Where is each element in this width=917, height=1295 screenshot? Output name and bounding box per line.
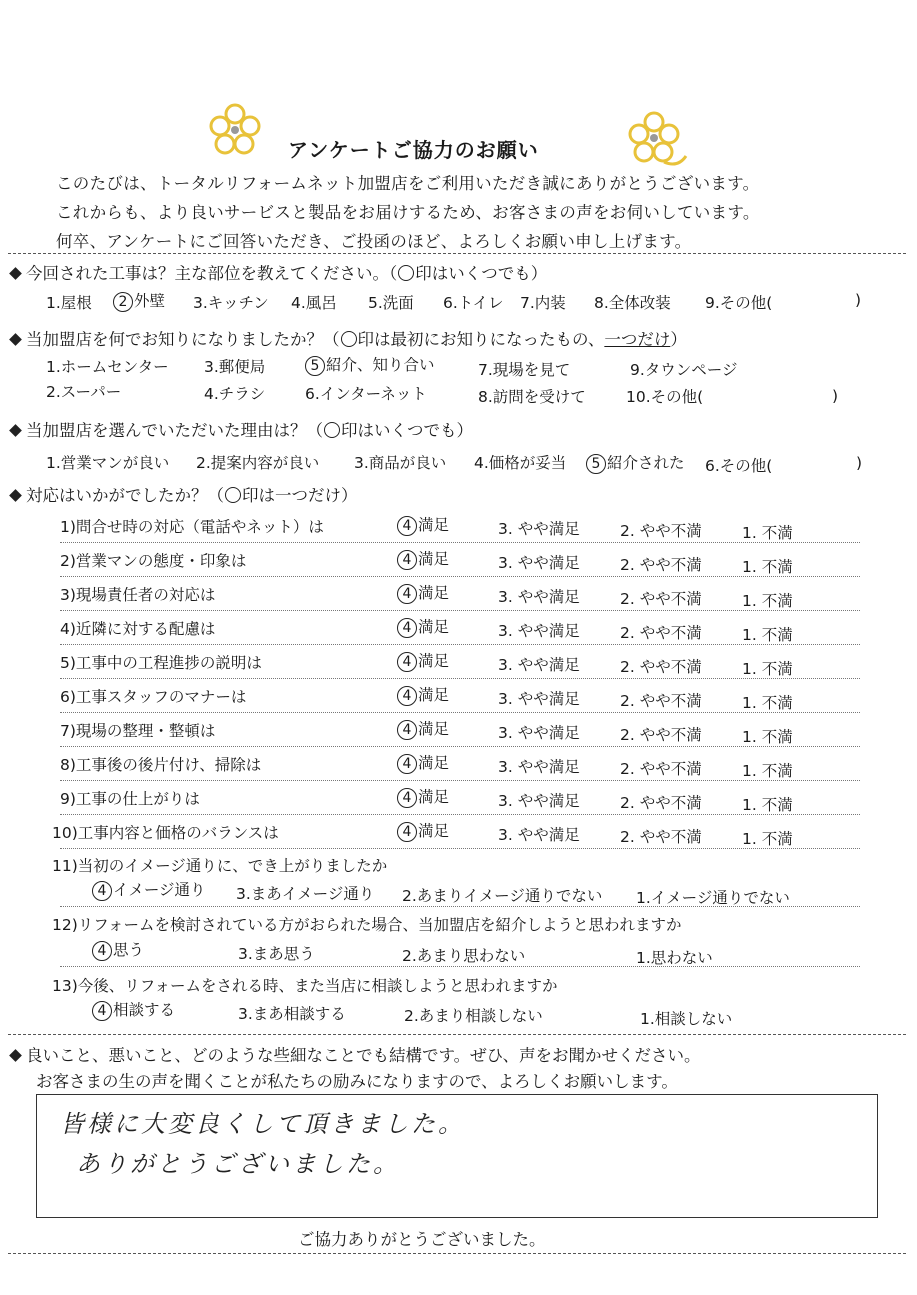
selected-circle-icon: 4	[397, 788, 417, 808]
q4-heading	[8, 482, 358, 506]
q2-option-1[interactable]: 1.ホームセンター	[46, 358, 169, 376]
rating-somewhat-dissatisfied[interactable]: 2. やや不満	[620, 624, 702, 642]
q1-option-9[interactable]: 9.その他(	[705, 294, 773, 312]
q1-option-6[interactable]: 6.トイレ	[443, 294, 504, 312]
q4-item-label: 2)営業マンの態度・印象は	[60, 552, 247, 570]
q2-note-b: 一つだけ	[604, 330, 671, 349]
rating-satisfied[interactable]	[397, 683, 449, 706]
q2-option-5[interactable]	[305, 353, 435, 376]
intro-line-3: 何卒、アンケートにご回答いただき、ご投函のほど、よろしくお願い申し上げます。	[56, 232, 692, 251]
selected-circle-icon: 4	[92, 1001, 112, 1021]
q11-option-4[interactable]	[92, 878, 206, 901]
q1-option-7[interactable]: 7.内装	[520, 294, 566, 312]
selected-circle-icon: 4	[92, 941, 112, 961]
rating-satisfied-label: 満足	[418, 686, 450, 704]
q11-option-1[interactable]: 1.イメージ通りでない	[636, 889, 790, 907]
rating-satisfied[interactable]	[397, 785, 449, 808]
rating-somewhat-dissatisfied[interactable]: 2. やや不満	[620, 658, 702, 676]
rating-satisfied[interactable]	[397, 547, 449, 570]
circle-mark-icon	[341, 331, 357, 347]
rating-satisfied[interactable]	[397, 615, 449, 638]
q2-heading	[8, 326, 687, 350]
q13-option-1[interactable]: 1.相談しない	[640, 1010, 733, 1028]
q4-item-label: 6)工事スタッフのマナーは	[60, 688, 247, 706]
rating-dissatisfied[interactable]: 1. 不満	[742, 796, 793, 814]
q3-option-4[interactable]: 4.価格が妥当	[474, 454, 567, 472]
q11-option-2[interactable]: 2.あまりイメージ通りでない	[402, 887, 603, 905]
row-divider	[60, 576, 860, 577]
q13-question: 13)今後、リフォームをされる時、また当店に相談しようと思われますか	[52, 977, 558, 995]
rating-dissatisfied[interactable]: 1. 不満	[742, 626, 793, 644]
comment-prompt-line-1: 良いこと、悪いこと、どのような些細なことでも結構です。ぜひ、声をお聞かせください。	[26, 1046, 701, 1065]
diamond-bullet-icon	[9, 267, 22, 280]
q4-item-label: 7)現場の整理・整頓は	[60, 722, 216, 740]
rating-satisfied[interactable]	[397, 513, 449, 536]
rating-satisfied-label: 満足	[418, 754, 450, 772]
q1-option-3[interactable]: 3.キッチン	[193, 294, 269, 312]
q1-question: 今回された工事は？主な部位を教えてください。	[26, 264, 389, 283]
q3-note-open: （	[306, 421, 323, 440]
q4-item-label: 8)工事後の後片付け、掃除は	[60, 756, 262, 774]
q12-option-4-label: 思う	[113, 941, 145, 959]
q12-option-2[interactable]: 2.あまり思わない	[402, 947, 526, 965]
row-divider	[60, 542, 860, 543]
q2-question: 当加盟店を何でお知りになりましたか？	[26, 330, 323, 349]
q1-option-2[interactable]	[113, 289, 165, 312]
row-divider	[60, 848, 860, 849]
rating-somewhat-satisfied[interactable]: 3. やや満足	[498, 826, 580, 844]
diamond-bullet-icon	[9, 1049, 22, 1062]
circle-mark-icon	[398, 265, 414, 281]
rating-somewhat-dissatisfied[interactable]: 2. やや不満	[620, 726, 702, 744]
rating-somewhat-satisfied[interactable]: 3. やや満足	[498, 622, 580, 640]
rating-dissatisfied[interactable]: 1. 不満	[742, 694, 793, 712]
circle-mark-icon	[225, 487, 241, 503]
q1-option-9-close: )	[855, 291, 862, 309]
row-divider	[60, 610, 860, 611]
row-divider	[60, 906, 860, 907]
q2-option-8[interactable]: 8.訪問を受けて	[478, 388, 586, 406]
rating-dissatisfied[interactable]: 1. 不満	[742, 524, 793, 542]
row-divider	[60, 678, 860, 679]
q3-option-5[interactable]	[586, 451, 685, 474]
q12-option-3[interactable]: 3.まあ思う	[238, 945, 315, 963]
q2-option-6[interactable]: 6.インターネット	[305, 385, 427, 403]
q2-note-close: ）	[670, 330, 687, 349]
q3-option-6[interactable]: 6.その他(	[705, 457, 773, 475]
comment-prompt	[8, 1042, 701, 1066]
q4-item-label: 4)近隣に対する配慮は	[60, 620, 216, 638]
diamond-bullet-icon	[9, 489, 22, 502]
rating-satisfied-label: 満足	[418, 618, 450, 636]
rating-dissatisfied[interactable]: 1. 不満	[742, 762, 793, 780]
q12-option-1[interactable]: 1.思わない	[636, 949, 713, 967]
q4-item-label: 3)現場責任者の対応は	[60, 586, 216, 604]
q3-question: 当加盟店を選んでいただいた理由は？	[26, 421, 307, 440]
q1-option-1[interactable]: 1.屋根	[46, 294, 92, 312]
rating-satisfied-label: 満足	[418, 788, 450, 806]
rating-dissatisfied[interactable]: 1. 不満	[742, 660, 793, 678]
selected-circle-icon: 2	[113, 292, 133, 312]
q3-option-6-close: )	[856, 454, 863, 472]
rating-somewhat-dissatisfied[interactable]: 2. やや不満	[620, 522, 702, 540]
q1-heading	[8, 260, 547, 284]
rating-satisfied-label: 満足	[418, 720, 450, 738]
rating-somewhat-dissatisfied[interactable]: 2. やや不満	[620, 556, 702, 574]
q11-option-3[interactable]: 3.まあイメージ通り	[236, 885, 375, 903]
q11-option-4-label: イメージ通り	[113, 881, 206, 899]
rating-somewhat-satisfied[interactable]: 3. やや満足	[498, 758, 580, 776]
q3-option-3[interactable]: 3.商品が良い	[354, 454, 447, 472]
q1-note-open: （	[389, 264, 398, 283]
rating-somewhat-satisfied[interactable]: 3. やや満足	[498, 792, 580, 810]
rating-dissatisfied[interactable]: 1. 不満	[742, 728, 793, 746]
q1-option-8[interactable]: 8.全体改装	[594, 294, 671, 312]
q3-note: 印はいくつでも）	[341, 421, 473, 440]
q2-option-2[interactable]: 2.スーパー	[46, 383, 122, 401]
intro-line-1: このたびは、トータルリフォームネット加盟店をご利用いただき誠にありがとうございます。	[56, 174, 760, 193]
divider	[8, 1253, 906, 1254]
comment-prompt-line-2: お客さまの生の声を聞くことが私たちの励みになりますので、よろしくお願いします。	[36, 1072, 678, 1091]
q13-option-4[interactable]	[92, 998, 175, 1021]
selected-circle-icon: 4	[397, 516, 417, 536]
diamond-bullet-icon	[9, 333, 22, 346]
rating-somewhat-satisfied[interactable]: 3. やや満足	[498, 520, 580, 538]
row-divider	[60, 814, 860, 815]
selected-circle-icon: 4	[92, 881, 112, 901]
q4-note: 印は一つだけ）	[242, 486, 358, 505]
rating-somewhat-dissatisfied[interactable]: 2. やや不満	[620, 692, 702, 710]
q12-option-4[interactable]	[92, 938, 144, 961]
q2-option-9[interactable]: 9.タウンページ	[630, 361, 738, 379]
rating-dissatisfied[interactable]: 1. 不満	[742, 558, 793, 576]
q2-option-5-label: 紹介、知り合い	[326, 356, 435, 374]
q13-option-3[interactable]: 3.まあ相談する	[238, 1005, 346, 1023]
rating-satisfied[interactable]	[397, 649, 449, 672]
q12-question: 12)リフォームを検討されている方がおられた場合、当加盟店を紹介しようと思われますか	[52, 916, 682, 934]
q3-option-5-label: 紹介された	[607, 454, 685, 472]
q2-option-10[interactable]: 10.その他(	[626, 388, 704, 406]
rating-somewhat-dissatisfied[interactable]: 2. やや不満	[620, 590, 702, 608]
rating-satisfied[interactable]	[397, 717, 449, 740]
q1-option-2-label: 外壁	[134, 292, 166, 310]
selected-circle-icon: 4	[397, 720, 417, 740]
rating-somewhat-satisfied[interactable]: 3. やや満足	[498, 656, 580, 674]
rating-satisfied-label: 満足	[418, 516, 450, 534]
selected-circle-icon: 5	[305, 356, 325, 376]
footer-thanks: ご協力ありがとうございました。	[298, 1230, 546, 1249]
rating-somewhat-dissatisfied[interactable]: 2. やや不満	[620, 760, 702, 778]
rating-satisfied[interactable]	[397, 581, 449, 604]
q3-heading	[8, 417, 473, 441]
q3-option-1[interactable]: 1.営業マンが良い	[46, 454, 170, 472]
rating-satisfied-label: 満足	[418, 652, 450, 670]
rating-somewhat-satisfied[interactable]: 3. やや満足	[498, 588, 580, 606]
rating-dissatisfied[interactable]: 1. 不満	[742, 592, 793, 610]
diamond-bullet-icon	[9, 424, 22, 437]
rating-satisfied-label: 満足	[418, 584, 450, 602]
rating-satisfied-label: 満足	[418, 822, 450, 840]
q2-option-4[interactable]: 4.チラシ	[204, 385, 266, 403]
selected-circle-icon: 4	[397, 754, 417, 774]
q3-option-2[interactable]: 2.提案内容が良い	[196, 454, 320, 472]
q4-item-label: 1)問合せ時の対応（電話やネット）は	[60, 518, 324, 536]
divider	[8, 1034, 906, 1035]
selected-circle-icon: 4	[397, 550, 417, 570]
divider	[8, 253, 906, 254]
rating-satisfied[interactable]	[397, 819, 449, 842]
q1-option-4[interactable]: 4.風呂	[291, 294, 337, 312]
q1-option-5[interactable]: 5.洗面	[368, 294, 414, 312]
row-divider	[60, 644, 860, 645]
q1-note: 印はいくつでも）	[415, 264, 548, 283]
q4-item-label: 5)工事中の工程進捗の説明は	[60, 654, 262, 672]
rating-satisfied[interactable]	[397, 751, 449, 774]
q2-option-3[interactable]: 3.郵便局	[204, 358, 266, 376]
selected-circle-icon: 5	[586, 454, 606, 474]
q4-item-label: 10)工事内容と価格のバランスは	[52, 824, 279, 842]
handwritten-comment-line-1: 皆様に大変良くして頂きました。	[60, 1110, 465, 1138]
selected-circle-icon: 4	[397, 686, 417, 706]
rating-satisfied-label: 満足	[418, 550, 450, 568]
rating-somewhat-satisfied[interactable]: 3. やや満足	[498, 554, 580, 572]
row-divider	[60, 746, 860, 747]
q2-option-10-close: )	[832, 387, 839, 405]
rating-dissatisfied[interactable]: 1. 不満	[742, 830, 793, 848]
selected-circle-icon: 4	[397, 652, 417, 672]
handwritten-comment-line-2: ありがとうございました。	[76, 1150, 400, 1178]
q13-option-4-label: 相談する	[113, 1001, 176, 1019]
q4-note-open: （	[207, 486, 224, 505]
selected-circle-icon: 4	[397, 618, 417, 638]
rating-somewhat-satisfied[interactable]: 3. やや満足	[498, 690, 580, 708]
q13-option-2[interactable]: 2.あまり相談しない	[404, 1007, 543, 1025]
q11-question: 11)当初のイメージ通りに、でき上がりましたか	[52, 857, 388, 875]
row-divider	[60, 712, 860, 713]
row-divider	[60, 966, 860, 967]
intro-line-2: これからも、より良いサービスと製品をお届けするため、お客さまの声をお伺いしています。	[56, 203, 760, 222]
rating-somewhat-satisfied[interactable]: 3. やや満足	[498, 724, 580, 742]
rating-somewhat-dissatisfied[interactable]: 2. やや不満	[620, 794, 702, 812]
flower-left-icon	[205, 100, 275, 170]
circle-mark-icon	[324, 422, 340, 438]
rating-somewhat-dissatisfied[interactable]: 2. やや不満	[620, 828, 702, 846]
selected-circle-icon: 4	[397, 584, 417, 604]
q2-option-7[interactable]: 7.現場を見て	[478, 361, 571, 379]
q4-item-label: 9)工事の仕上がりは	[60, 790, 200, 808]
q2-note-open: （	[323, 330, 340, 349]
q2-note-a: 印は最初にお知りになったもの、	[357, 330, 605, 349]
selected-circle-icon: 4	[397, 822, 417, 842]
q4-question: 対応はいかがでしたか？	[26, 486, 208, 505]
row-divider	[60, 780, 860, 781]
page-title: アンケートご協力のお願い	[288, 138, 539, 162]
